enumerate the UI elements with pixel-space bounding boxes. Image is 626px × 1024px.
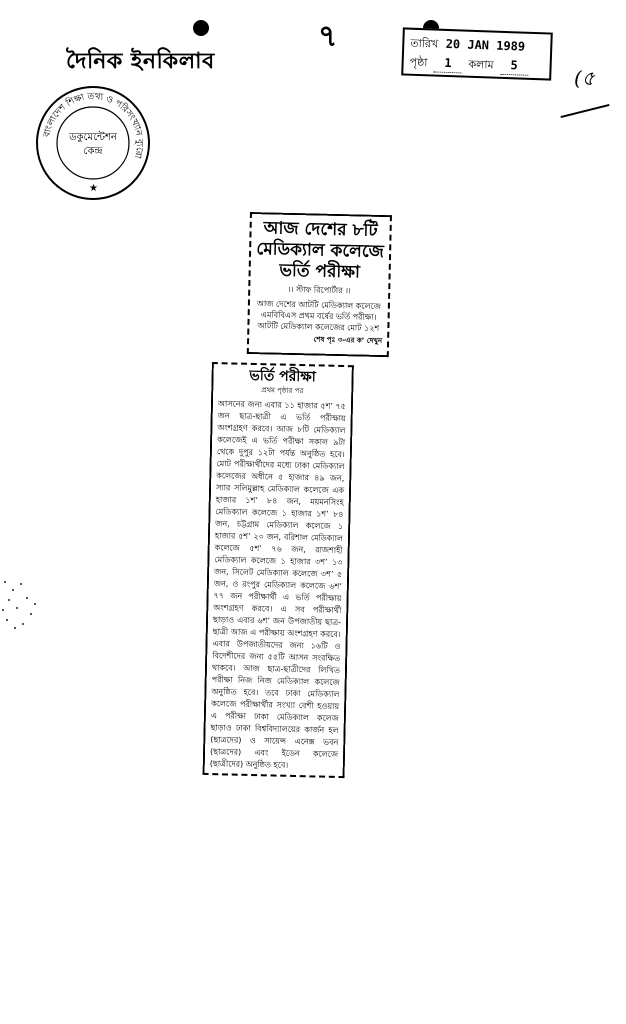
date-label: তারিখ — [410, 36, 439, 51]
clipping-sub-headline: ভর্তি পরীক্ষা — [249, 367, 316, 386]
newspaper-clipping — [247, 212, 392, 357]
scan-specks — [0, 575, 38, 635]
newspaper-clipping-continued — [203, 358, 354, 778]
clipping-headline: আজ দেশের ৮টি মেডিক্যাল কলেজে ভর্তি পরীক্ষা — [256, 218, 385, 283]
column-label: কলাম — [468, 57, 494, 72]
stamp-star-icon: ★ — [89, 183, 98, 194]
clipping-body-block — [203, 362, 354, 778]
page-column-row — [409, 53, 544, 77]
folio-underline — [561, 104, 610, 118]
folio-mark: (৫ — [574, 66, 595, 90]
page-value: 1 — [434, 54, 463, 74]
date-box — [401, 27, 553, 80]
page-number-mark: ৭ — [318, 19, 338, 54]
page-label: পৃষ্ঠা — [409, 55, 428, 70]
column-value: 5 — [500, 56, 529, 76]
stamp-ring-text: বাংলাদেশ শিক্ষা তথ্য ও পরিসংখ্যান ব্যুরো — [42, 91, 145, 160]
clipping-continuation: শেষ পৃঃ ৩-এর ক’ দেখুন — [313, 335, 383, 346]
punch-hole-left — [193, 20, 209, 36]
date-value: 20 JAN 1989 — [445, 36, 526, 54]
stamp-center-line2: কেন্দ্র — [83, 146, 103, 157]
stamp-graphic — [34, 84, 152, 202]
clipping-headline-block — [247, 212, 392, 357]
clipping-sub-note: প্রথম পৃষ্ঠার পর — [261, 386, 304, 396]
stamp-center-line1: ডকুমেন্টেশন — [69, 132, 117, 143]
clipping-byline: ।। স্টাফ রিপোর্টার ।। — [287, 284, 351, 296]
clipping-lead: আজ দেশের আটটি মেডিক্যাল কলেজে এমবিবিএস প্রথম বর্ষের ভর্তি পরীক্ষা। আটটি মেডিক্যাল কলেজের মোট ১২শ — [256, 299, 381, 333]
documentation-center-stamp — [34, 84, 152, 202]
clipping-body-text: আসনের জন্য এবার ১১ হাজার ৫শ’ ৭৫ জন ছাত্র-ছাত্রী এ ভর্তি পরীক্ষায় অংশগ্রহণ করবে। আজ ৮টি মেডিক্যাল কলেজেই এ ভর্তি পরীক্ষা সকাল ৯টা থেকে দুপুর ১২টা পর্যন্ত অনুষ্ঠিত হবে। মোট পরীক্ষার্থীদের মধ্যে ঢাকা মেডিক্যাল কলেজের অধীনে ৫ হাজার ৪৯ জন, স্যার সলিমুল্লাহ মেডিক্যাল কলেজে এক হাজার ১শ’ ৮৪ জন, ময়মনসিংহ মেডিক্যাল কলেজে ১ হাজার ১শ’ ৮৪ জন, চট্টগ্রাম মেডিক্যাল কলেজে ১ হাজার ৫শ’ ২০ জন, বরিশাল মেডিক্যাল কলেজে ৫শ’ ৭৬ জন, রাজশাহী মেডিক্যাল কলেজে ১ হাজার ৩শ’ ১৩ জন, সিলেট মেডিক্যাল কলেজে ৩শ’ ৫ জন, ও রংপুর মেডিক্যাল কলেজে ৬শ’ ৭৭ জন পরীক্ষার্থী এ ভর্তি পরীক্ষায় অংশগ্রহণ করবে। এ সব পরীক্ষার্থী ছাড়াও এবার ৬শ’ জন উপজাতীয় ছাত্র-ছাত্রী আজ এ পরীক্ষায় অংশগ্রহণ করবে। এবার উপজাতীয়দের জন্য ১৬টি ও বিদেশীদের জন্য ৫৫টি আসন সংরক্ষিত থাকবে। আজ ছাত্র-ছাত্রীদের লিখিত পরীক্ষা নিজ নিজ মেডিক্যাল কলেজে অনুষ্ঠিত হবে। তবে ঢাকা মেডিক্যাল কলেজে পরীক্ষার্থীর সংখ্যা বেশী হওয়ায় এ পরীক্ষা ঢাকা মেডিক্যাল কলেজ ছাড়াও ঢাকা বিশ্ববিদ্যালয়ের কার্জন হল (ছাত্রদের) ও সায়েন্স এনেক্স ভবন (ছাত্রদের) এবং ইডেন কলেজে (ছাত্রীদের) অনুষ্ঠিত হবে। — [209, 399, 347, 770]
newspaper-name: দৈনিক ইনকিলাব — [66, 48, 215, 74]
